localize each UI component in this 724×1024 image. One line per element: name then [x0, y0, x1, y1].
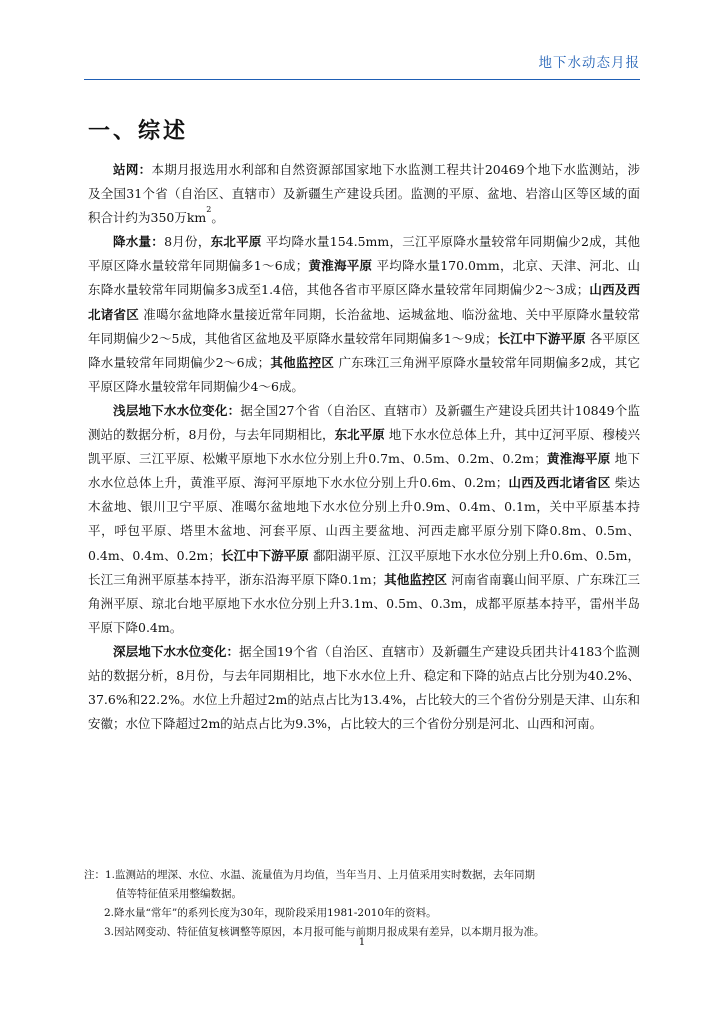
paragraph-text: 地下水水位总体上升，黄淮平原、海河平原地下水水位分别上升0.6m、0.2m；	[88, 451, 640, 491]
paragraph-text: 柴达木盆地、银川卫宁平原、准噶尔盆地地下水水位分别上升0.9m、0.4m、0.1m，关中平原基本持平，呼包平原、塔里木盆地、河套平原、山西主要盆地、河西走廊平原分别下降0.8m、0.5m、0.4m、0.4m、0.2m；	[88, 475, 640, 563]
region-name: 东北平原	[334, 427, 385, 443]
paragraph-text: 据全国27个省（自治区、直辖市）及新疆生产建设兵团共计10849个监测站的数据分析，8月份，与去年同期相比，	[88, 402, 640, 443]
paragraph-lead: 站网：	[113, 162, 152, 177]
region-name: 长江中下游平原	[497, 330, 586, 346]
paragraph-precipitation	[88, 230, 640, 399]
region-name: 东北平原	[210, 234, 262, 250]
footnote-prefix: 注：	[84, 869, 105, 881]
paragraph-text: 。	[211, 210, 224, 226]
superscript: 2	[206, 205, 212, 215]
body-text	[88, 158, 640, 736]
paragraph-text: 地下水水位总体上升，其中辽河平原、穆棱兴凯平原、三江平原、松嫩平原地下水水位分别上升0.7m、0.5m、0.2m、0.2m；	[88, 427, 640, 467]
footnotes	[84, 866, 644, 942]
paragraph-shallow-groundwater	[88, 399, 640, 640]
footnote-2: 2.降水量“常年”的系列长度为30年，现阶段采用1981-2010年的资料。	[104, 907, 437, 919]
running-header-title: 地下水动态月报	[538, 55, 640, 71]
page-number: 1	[358, 936, 366, 948]
region-name: 山西及西北诸省区	[508, 475, 611, 491]
paragraph-text: 平均降水量170.0mm，北京、天津、河北、山东降水量较常年同期偏多3成至1.4倍，其他各省市平原区降水量较常年同期偏少2～3成；	[88, 258, 640, 298]
paragraph-text: 准噶尔盆地降水量接近常年同期，长治盆地、运城盆地、临汾盆地、关中平原降水量较常年同期偏少2～5成，其他省区盆地及平原降水量较常年同期偏多1～9成；	[88, 306, 640, 346]
paragraph-lead: 深层地下水水位变化：	[113, 643, 240, 659]
paragraph-text: 鄱阳湖平原、江汉平原地下水水位分别上升0.6m、0.5m，长江三角洲平原基本持平，浙东沿海平原下降0.1m；	[88, 547, 640, 587]
region-name: 黄淮海平原	[546, 451, 611, 467]
footnote-1-continued: 值等特征值采用整编数据。	[116, 888, 242, 900]
paragraph-station-network	[88, 158, 640, 230]
header-divider	[84, 79, 640, 80]
region-name: 长江中下游平原	[220, 547, 309, 563]
footnote-text: 1.监测站的埋深、水位、水温、流量值为月均值，当年当月、上月值采用实时数据，去年同期	[105, 869, 536, 881]
paragraph-text: 8月份，	[164, 234, 211, 250]
region-name: 黄淮海平原	[308, 258, 373, 274]
region-name: 其他监控区	[384, 571, 448, 587]
footnote-3: 3.因站网变动、特征值复核调整等原因，本月报可能与前期月报成果有差异，以本期月报为准。	[104, 926, 545, 938]
paragraph-lead: 浅层地下水水位变化：	[113, 402, 241, 418]
paragraph-deep-groundwater	[88, 640, 640, 736]
region-name: 山西及西北诸省区	[88, 282, 640, 322]
paragraph-text: 平均降水量154.5mm，三江平原降水量较常年同期偏少2成，其他平原区降水量较常年同期偏多1～6成；	[88, 234, 640, 274]
region-name: 其他监控区	[270, 354, 335, 370]
section-heading: 一、综述	[88, 118, 189, 144]
paragraph-text: 据全国19个省（自治区、直辖市）及新疆生产建设兵团共计4183个监测站的数据分析，8月份，与去年同期相比，地下水水位上升、稳定和下降的站点占比分别为40.2%、37.6%和22.2%。水位上升超过2m的站点占比为13.4%，占比较大的三个省份分别是天津、山东和安徽；水位下降超过2m的站点占比为9.3%，占比较大的三个省份分别是河北、山西和河南。	[88, 643, 640, 732]
footnote-1	[84, 866, 644, 885]
paragraph-text: 广东珠江三角洲平原降水量较常年同期偏多2成，其它平原区降水量较常年同期偏少4～6成。	[88, 354, 640, 394]
paragraph-lead: 降水量：	[113, 234, 165, 250]
paragraph-text: 本期月报选用水利部和自然资源部国家地下水监测工程共计20469个地下水监测站，涉及全国31个省（自治区、直辖市）及新疆生产建设兵团。监测的平原、盆地、岩溶山区等区域的面积合计约为350万km	[88, 162, 640, 226]
paragraph-text: 河南省南襄山间平原、广东珠江三角洲平原、琼北台地平原地下水水位分别上升3.1m、0.5m、0.3m，成都平原基本持平，雷州半岛平原下降0.4m。	[88, 571, 640, 635]
paragraph-text: 各平原区降水量较常年同期偏少2～6成；	[88, 330, 640, 370]
